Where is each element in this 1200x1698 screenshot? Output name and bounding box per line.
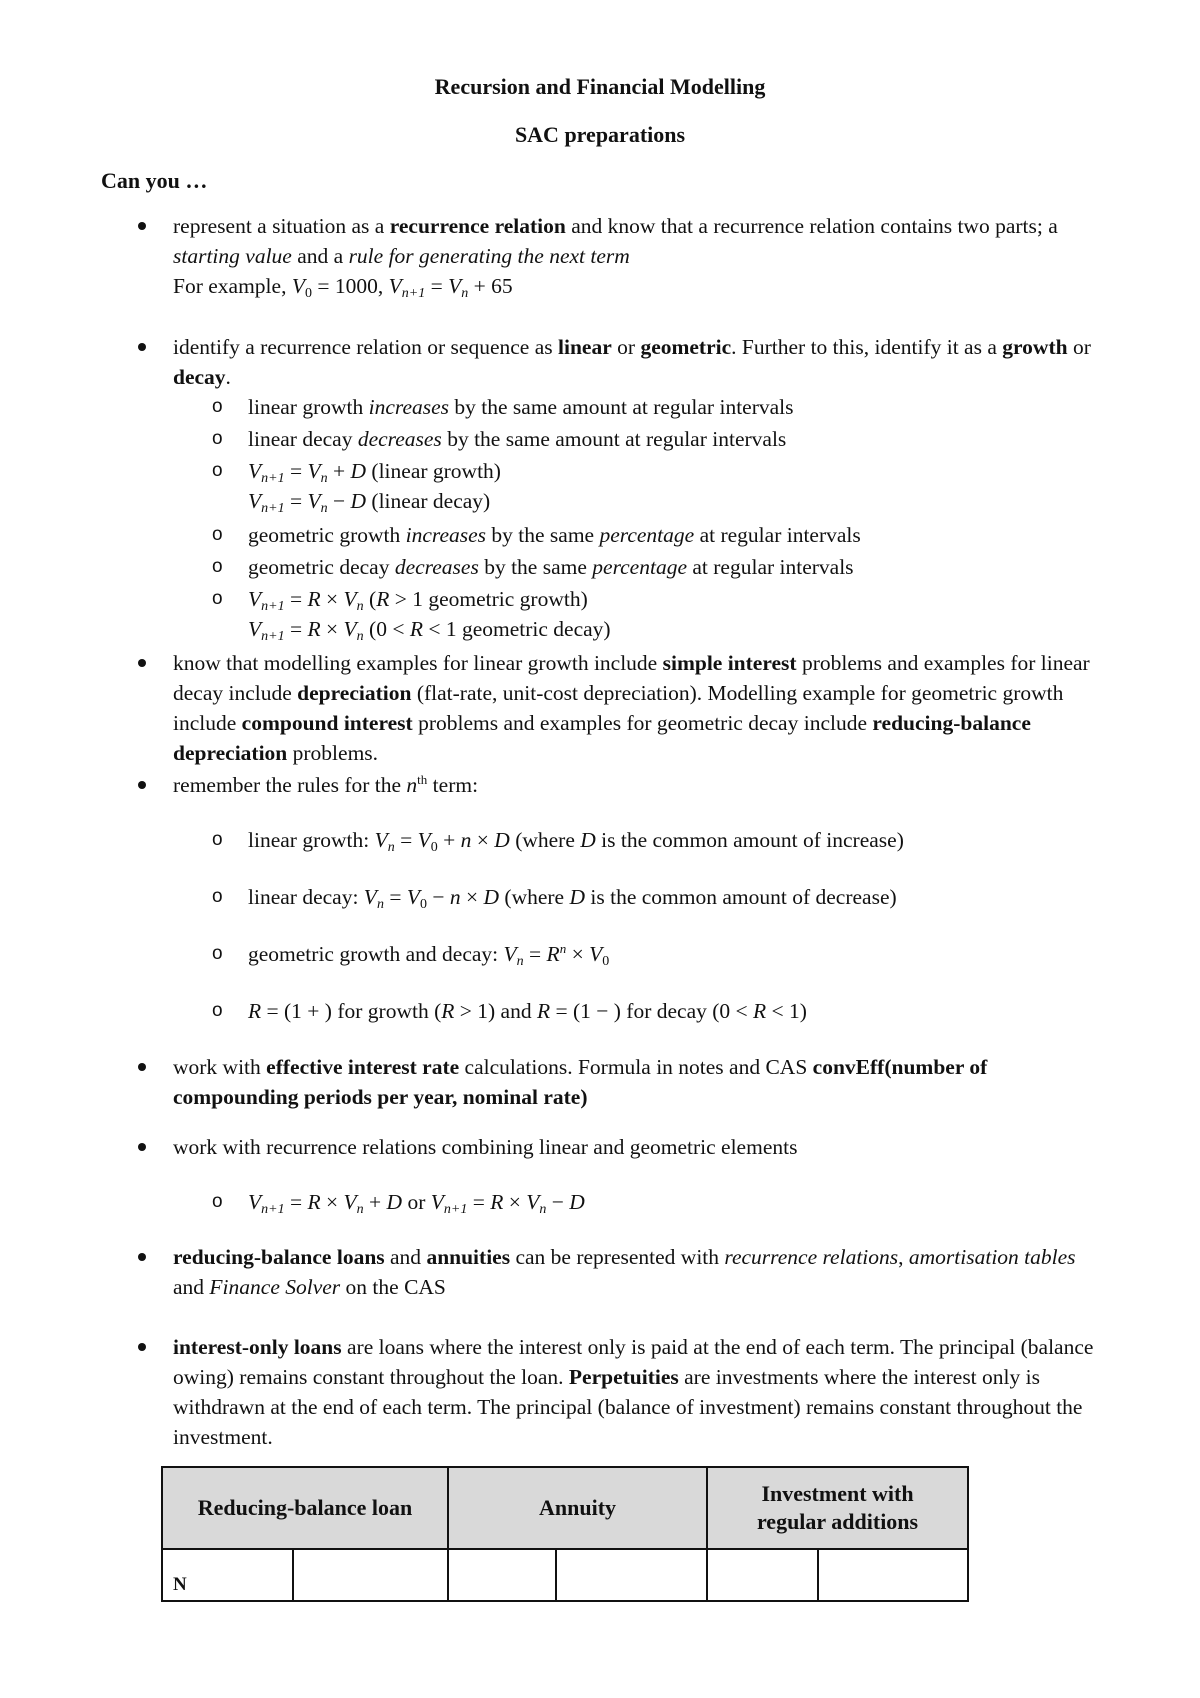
sub-rule-geometric: o geometric growth and decay: $V_n = R^n \times V_0$ bbox=[248, 939, 1098, 969]
bullet-linear-geometric: identify a recurrence relation or sequence as linear or geometric. Further to this, identify it as a growth or decay. bbox=[173, 332, 1103, 392]
can-you-heading: Can you … bbox=[101, 168, 208, 193]
header-annuity: Annuity bbox=[448, 1467, 707, 1549]
header-reducing-balance-loan: Reducing-balance loan bbox=[162, 1467, 448, 1549]
sub-combined-formulas: o $V_{n+1} = R \times V_n + D$ or $V_{n+1} = R \times V_n - D$ bbox=[248, 1187, 1098, 1217]
bullet-nth-term-rules: remember the rules for the $n^{th}$ term: bbox=[173, 770, 1103, 800]
table-row bbox=[162, 1549, 968, 1601]
header-investment-regular-additions: Investment with regular additions bbox=[707, 1467, 968, 1549]
bullet-interest-only-perpetuities: interest-only loans are loans where the interest only is paid at the end of each term. The principal (balance owing) remains constant throughout the loan. Perpetuities are investments where the interest only is withdrawn at the end of each term. The principal (balance of investment) remains constant throughout the investment. bbox=[173, 1332, 1103, 1452]
bullet-effective-interest: work with effective interest rate calculations. Formula in notes and CAS convEff(number of compounding periods per year, nominal rate) bbox=[173, 1052, 1103, 1112]
table-cell-n[interactable]: N bbox=[162, 1549, 293, 1601]
sub-geometric-formulas: o $V_{n+1} = R \times V_n$ (R > 1 geometric growth) $V_{n+1} = R \times V_n$ (0 < R < 1 geometric decay) bbox=[248, 584, 1098, 644]
sub-linear-decay: o linear decay decreases by the same amount at regular intervals bbox=[248, 424, 1098, 454]
bullet-combined-relations: work with recurrence relations combining linear and geometric elements bbox=[173, 1132, 1103, 1162]
sub-rule-linear-growth: o linear growth: $V_n = V_0 + n \times D$ (where D is the common amount of increase) bbox=[248, 825, 1098, 855]
document-subtitle: SAC preparations bbox=[514, 122, 686, 147]
table-cell[interactable] bbox=[556, 1549, 707, 1601]
keyword-recurrence-relation: recurrence relation bbox=[389, 214, 566, 238]
table-cell[interactable] bbox=[448, 1549, 556, 1601]
table-header-row bbox=[162, 1467, 968, 1549]
document-title: Recursion and Financial Modelling bbox=[434, 74, 766, 99]
comparison-table bbox=[161, 1466, 969, 1602]
sub-linear-growth: o linear growth increases by the same amount at regular intervals bbox=[248, 392, 1098, 422]
bullet-loans-annuities: reducing-balance loans and annuities can be represented with recurrence relations, amortisation tables and Finance Solver on the CAS bbox=[173, 1242, 1103, 1302]
sub-geometric-growth: o geometric growth increases by the same percentage at regular intervals bbox=[248, 520, 1098, 550]
table-cell[interactable] bbox=[818, 1549, 968, 1601]
bullet-recurrence-relation: represent a situation as a recurrence relation and know that a recurrence relation contains two parts; a starting value and a rule for generating the next term For example, $V_0 = 1000$, $V_{n+1} = V_n + 65$ bbox=[173, 211, 1103, 301]
sub-linear-formulas: o $V_{n+1} = V_n + D$ (linear growth) $V_{n+1} = V_n - D$ (linear decay) bbox=[248, 456, 1098, 516]
sub-geometric-decay: o geometric decay decreases by the same percentage at regular intervals bbox=[248, 552, 1098, 582]
bullet-modelling-examples: know that modelling examples for linear growth include simple interest problems and examples for linear decay include depreciation (flat-rate, unit-cost depreciation). Modelling example for geometric growth include compound interest problems and examples for geometric decay include reducing-balance depreciation problems. bbox=[173, 648, 1103, 768]
table-cell[interactable] bbox=[707, 1549, 818, 1601]
sub-rule-linear-decay: o linear decay: $V_n = V_0 - n \times D$ (where D is the common amount of decrease) bbox=[248, 882, 1098, 912]
sub-rule-r-values: o R = (1 + ) for growth (R > 1) and R = (1 − ) for decay (0 < R < 1) bbox=[248, 996, 1098, 1026]
table-cell[interactable] bbox=[293, 1549, 448, 1601]
